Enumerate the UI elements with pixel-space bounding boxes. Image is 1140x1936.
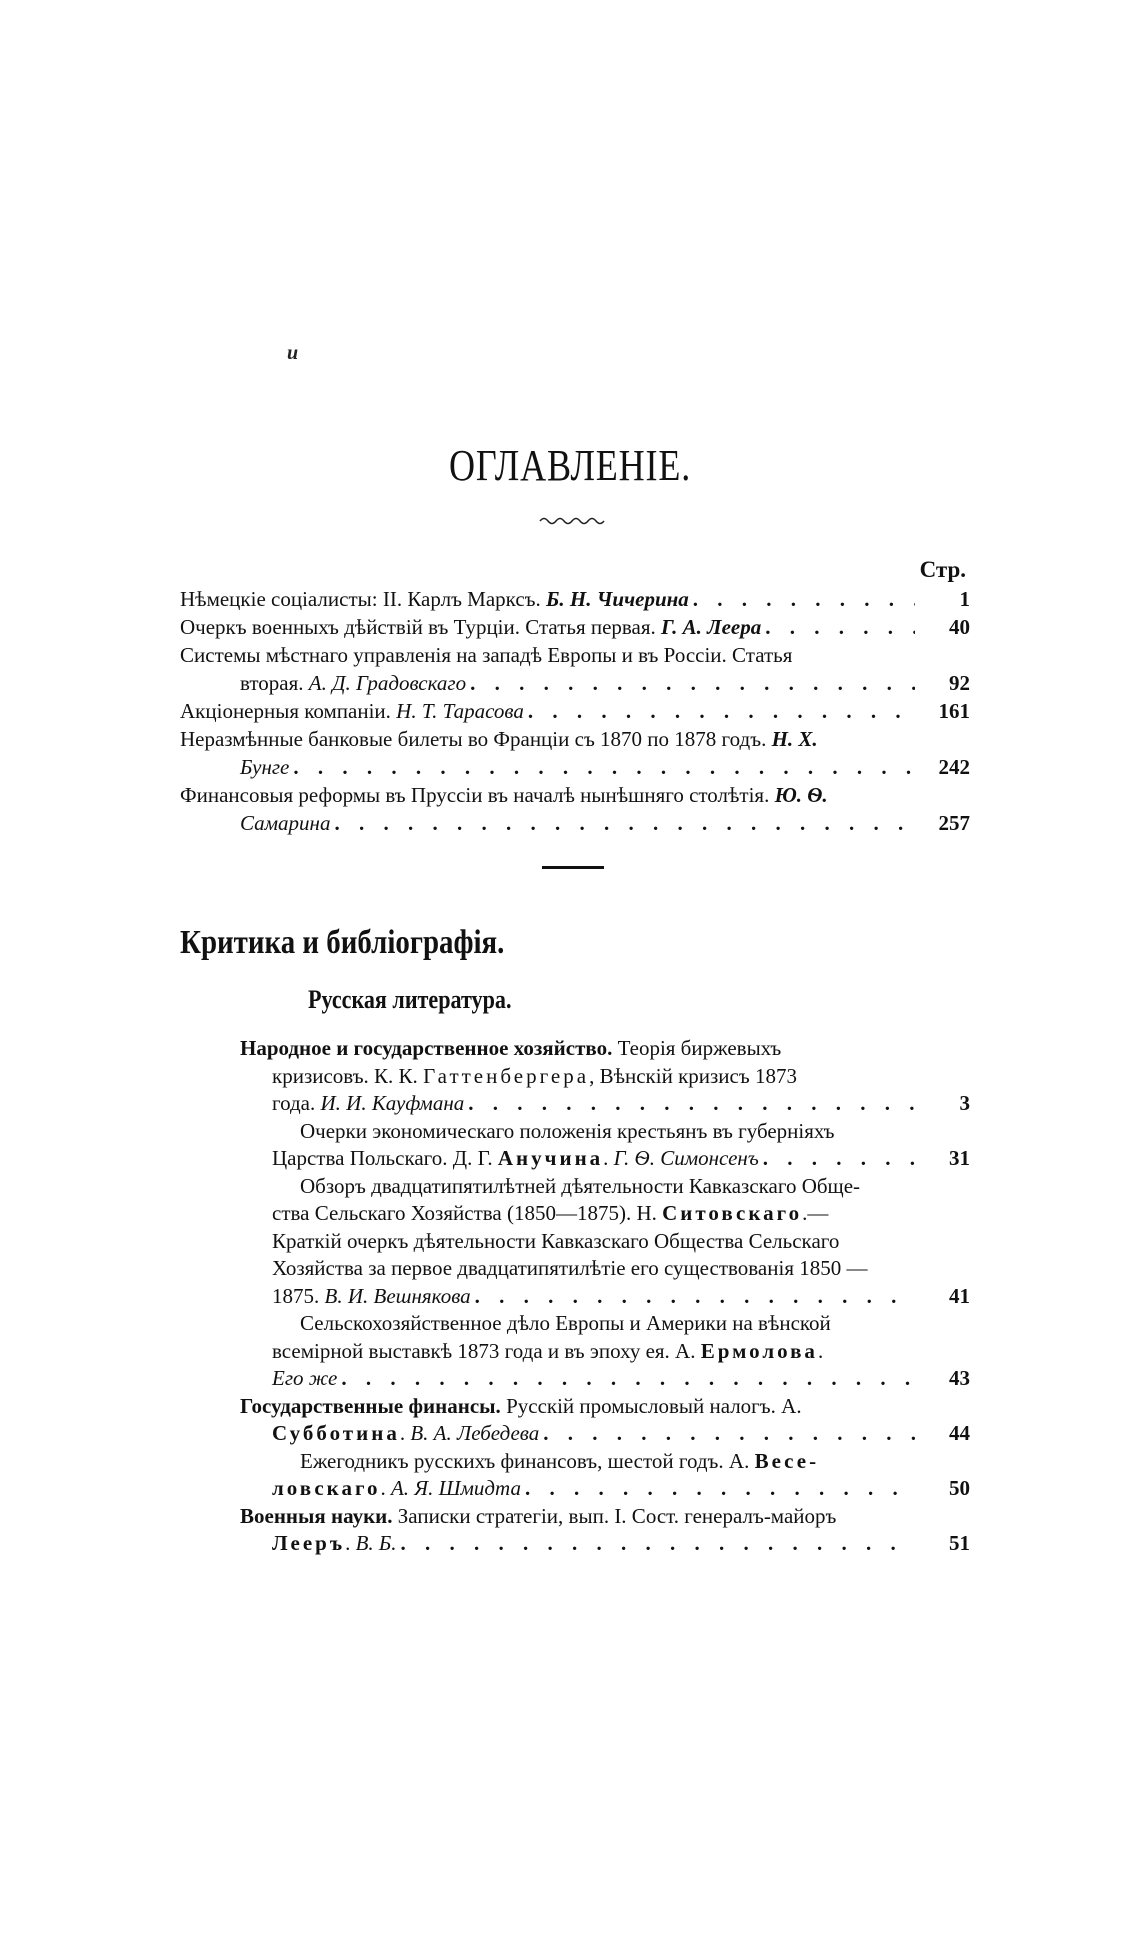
toc-title-text: Ермолова xyxy=(700,1338,818,1363)
leader-dots xyxy=(330,809,915,837)
toc-title-text: Лееръ xyxy=(272,1531,346,1555)
leader-dots xyxy=(689,585,915,613)
stray-mark: и xyxy=(287,342,299,364)
toc-author: А. Д. Градовскаго xyxy=(308,671,467,695)
toc-line-text xyxy=(272,1255,868,1283)
toc-title-text: Государственные финансы. xyxy=(240,1393,507,1418)
toc-author: И. И. Кауфмана xyxy=(320,1091,465,1115)
toc-title-text: Ситовскаго xyxy=(662,1201,803,1225)
toc-line xyxy=(240,1338,970,1366)
leader-dots xyxy=(464,1090,915,1118)
toc-line xyxy=(180,725,970,753)
section-divider xyxy=(542,866,604,869)
toc-line-text xyxy=(300,1173,860,1201)
toc-author: В. И. Вешнякова xyxy=(324,1283,471,1308)
toc-page-number: 43 xyxy=(949,1366,970,1390)
toc-title-text: , Вѣнскій кризисъ 1873 xyxy=(589,1063,797,1088)
toc-author: Б. Н. Чичерина xyxy=(546,587,689,611)
toc-entry xyxy=(240,1173,970,1311)
toc-line xyxy=(240,1420,970,1448)
toc-title-text: . xyxy=(603,1146,614,1170)
toc-entry xyxy=(180,781,970,837)
toc-title-text: Гаттенбергера xyxy=(423,1063,590,1088)
toc-line-text xyxy=(272,1365,337,1393)
toc-line-text xyxy=(300,1310,831,1338)
toc-page-number: 40 xyxy=(949,615,970,639)
toc-line-text xyxy=(180,641,792,669)
toc-page-number: 1 xyxy=(959,587,970,611)
toc-title-text: Краткій очеркъ дѣятельности Кавказскаго Общества Сельскаго xyxy=(272,1228,840,1253)
toc-line-text xyxy=(272,1090,464,1118)
toc-line xyxy=(240,1393,970,1421)
toc-page-number: 41 xyxy=(949,1283,970,1308)
leader-dots xyxy=(471,1283,915,1311)
toc-title-text: Весе- xyxy=(754,1448,820,1473)
toc-author: Г. Ѳ. Симонсенъ xyxy=(613,1146,759,1170)
toc-author: Самарина xyxy=(240,811,331,835)
toc-title-text: ства Сельскаго Хозяйства (1850—1875). Н. xyxy=(272,1201,663,1225)
toc-title-text: всемірной выставкѣ 1873 года и въ эпоху ея. А. xyxy=(272,1338,701,1363)
toc-title-text: Хозяйства за первое двадцатипятилѣтіе его существованія 1850 — xyxy=(272,1256,868,1280)
toc-line xyxy=(240,1255,970,1283)
toc-page-number: 3 xyxy=(959,1091,970,1115)
toc-line xyxy=(240,1283,970,1311)
toc-line-text xyxy=(240,1393,802,1421)
toc-title-text: вторая. xyxy=(240,671,309,695)
toc-line-text xyxy=(272,1145,759,1173)
toc-line-text xyxy=(272,1420,539,1448)
toc-entry xyxy=(240,1310,970,1393)
leader-dots xyxy=(521,1475,915,1503)
toc-title-text: Записки стратегіи, вып. I. Сост. генералъ-майоръ xyxy=(397,1503,837,1528)
toc-title-text: Очерки экономическаго положенія крестьянъ въ губерніяхъ xyxy=(300,1118,835,1143)
toc-title-text: Сельскохозяйственное дѣло Европы и Америки на вѣнской xyxy=(300,1311,831,1335)
toc-title-text: Военныя науки. xyxy=(240,1503,398,1528)
toc-entry xyxy=(240,1035,970,1118)
leader-dots xyxy=(759,1145,915,1173)
leader-dots xyxy=(761,613,915,641)
toc-line-text xyxy=(240,1035,781,1063)
toc-title-text: ловскаго xyxy=(272,1476,381,1500)
page-column-header: Стр. xyxy=(919,557,966,582)
toc-title-text: Народное и государственное хозяйство. xyxy=(240,1036,618,1060)
toc-line xyxy=(180,585,970,613)
ornament-squiggle xyxy=(538,515,608,527)
toc-title-text: Субботина xyxy=(272,1421,400,1445)
toc-line-text xyxy=(300,1448,819,1476)
subsection-title: Русская литература. xyxy=(308,985,512,1014)
toc-page-number: 242 xyxy=(938,755,970,779)
toc-title-text: 1875. xyxy=(272,1283,325,1308)
toc-line-text xyxy=(272,1338,823,1366)
toc-author: Н. Т. Тарасова xyxy=(396,699,524,723)
toc-line xyxy=(240,1365,970,1393)
toc-title-text: Нѣмецкіе соціалисты: II. Карлъ Марксъ. xyxy=(180,587,547,611)
toc-line xyxy=(240,1475,970,1503)
toc-entry xyxy=(180,697,970,725)
toc-author: Ю. Ѳ. xyxy=(774,783,828,807)
toc-line xyxy=(240,1173,970,1201)
toc-entry xyxy=(180,641,970,697)
toc-title-text: Анучина xyxy=(497,1146,604,1170)
toc-line-text xyxy=(180,781,828,809)
toc-line-text xyxy=(272,1063,797,1091)
section-title: Критика и библіографія. xyxy=(180,924,505,961)
leader-dots xyxy=(539,1420,915,1448)
toc-line xyxy=(240,1035,970,1063)
toc-line xyxy=(240,1503,970,1531)
page-title: ОГЛАВЛЕНІЕ. xyxy=(448,441,692,490)
toc-line-text xyxy=(180,613,761,641)
toc-title-text: .— xyxy=(802,1201,829,1225)
toc-line-text xyxy=(180,697,524,725)
toc-line-text xyxy=(240,809,330,837)
toc-page-number: 31 xyxy=(949,1146,970,1170)
toc-title-text: Неразмѣнные банковые билеты во Франціи съ 1870 по 1878 годъ. xyxy=(180,727,772,751)
leader-dots xyxy=(337,1365,915,1393)
toc-line-text xyxy=(180,725,818,753)
toc-title-text: Теорія биржевыхъ xyxy=(617,1036,782,1060)
toc-title-text: Ежегодникъ русскихъ финансовъ, шестой годъ. А. xyxy=(300,1448,755,1473)
toc-line-text xyxy=(240,753,289,781)
toc-title-text: Финансовыя реформы въ Пруссіи въ началѣ нынѣшняго столѣтія. xyxy=(180,783,775,807)
toc-line xyxy=(180,809,970,837)
toc-entry xyxy=(240,1393,970,1448)
toc-entry xyxy=(240,1448,970,1503)
toc-main xyxy=(180,585,970,837)
toc-title-text: Очеркъ военныхъ дѣйствій въ Турціи. Статья первая. xyxy=(180,615,662,639)
toc-title-text: . xyxy=(399,1421,411,1445)
toc-title-text: кризисовъ. К. К. xyxy=(272,1063,424,1088)
toc-line-text xyxy=(272,1283,471,1311)
toc-title-text: Системы мѣстнаго управленія на западѣ Европы и въ Россіи. Статья xyxy=(180,643,793,667)
toc-title-text: . xyxy=(345,1531,356,1555)
toc-line xyxy=(180,641,970,669)
toc-entry xyxy=(180,585,970,613)
leader-dots xyxy=(397,1530,915,1558)
toc-author: В. Б. xyxy=(355,1531,397,1555)
toc-line xyxy=(240,1145,970,1173)
toc-title-text: . xyxy=(817,1338,824,1363)
toc-title-text: года. xyxy=(272,1091,321,1115)
toc-criticism xyxy=(240,1035,970,1558)
toc-page-number: 50 xyxy=(949,1476,970,1500)
toc-page-number: 92 xyxy=(949,671,970,695)
toc-title-text: . xyxy=(380,1476,391,1500)
toc-entry xyxy=(240,1503,970,1558)
toc-title-text: Царства Польскаго. Д. Г. xyxy=(272,1146,498,1170)
toc-page-number: 161 xyxy=(938,699,970,723)
toc-line-text xyxy=(272,1530,397,1558)
toc-page-number: 51 xyxy=(949,1531,970,1555)
toc-line xyxy=(240,1090,970,1118)
toc-line-text xyxy=(300,1118,834,1146)
toc-title-text: Русскій промысловый налогъ. А. xyxy=(506,1393,802,1418)
toc-line xyxy=(180,669,970,697)
toc-line xyxy=(240,1228,970,1256)
toc-title-text: Акціонерныя компаніи. xyxy=(180,699,397,723)
toc-line-text xyxy=(272,1200,828,1228)
toc-line-text xyxy=(272,1475,521,1503)
toc-line-text xyxy=(272,1228,839,1256)
toc-line xyxy=(240,1063,970,1091)
toc-line-text xyxy=(180,585,689,613)
toc-line xyxy=(240,1530,970,1558)
toc-line xyxy=(240,1118,970,1146)
toc-author: Н. Х. xyxy=(771,727,818,751)
toc-author: Г. А. Леера xyxy=(661,615,762,639)
toc-line xyxy=(180,697,970,725)
toc-line xyxy=(180,753,970,781)
toc-line-text xyxy=(240,669,466,697)
toc-page-number: 44 xyxy=(949,1421,970,1445)
toc-entry xyxy=(180,613,970,641)
toc-author: В. А. Лебедева xyxy=(410,1421,540,1445)
toc-author: А. Я. Шмидта xyxy=(390,1476,521,1500)
toc-line xyxy=(240,1310,970,1338)
toc-line xyxy=(240,1200,970,1228)
toc-page-number: 257 xyxy=(938,811,970,835)
toc-author: Его же xyxy=(272,1366,338,1390)
leader-dots xyxy=(524,697,915,725)
toc-entry xyxy=(240,1118,970,1173)
toc-line xyxy=(180,613,970,641)
toc-author: Бунге xyxy=(240,755,290,779)
toc-line xyxy=(180,781,970,809)
toc-entry xyxy=(180,725,970,781)
toc-line xyxy=(240,1448,970,1476)
leader-dots xyxy=(289,753,915,781)
toc-line-text xyxy=(240,1503,836,1531)
toc-title-text: Обзоръ двадцатипятилѣтней дѣятельности Кавказскаго Обще- xyxy=(300,1173,861,1198)
leader-dots xyxy=(466,669,915,697)
